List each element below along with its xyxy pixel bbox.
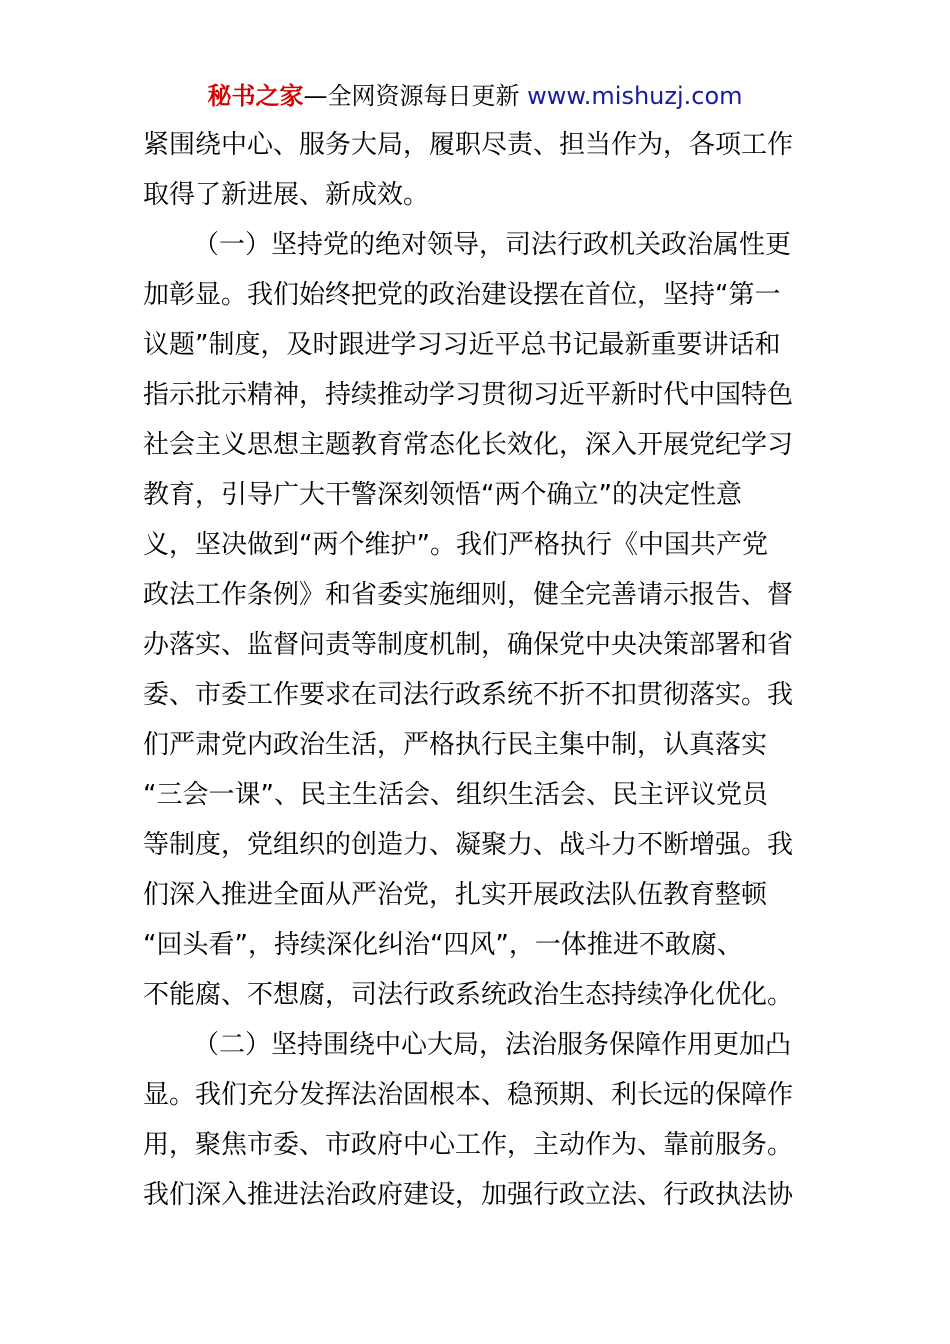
text-line: “回头看”，持续深化纠治“四风”，一体推进不敢腐、	[143, 930, 743, 960]
document-body	[143, 120, 808, 1220]
text-line: 政法工作条例》和省委实施细则，健全完善请示报告、督	[143, 580, 794, 610]
text-line: 紧围绕中心、服务大局，履职尽责、担当作为，各项工作	[143, 130, 794, 160]
text-line: 用，聚焦市委、市政府中心工作，主动作为、靠前服务。	[143, 1130, 794, 1160]
text-line: 不能腐、不想腐，司法行政系统政治生态持续净化优化。	[143, 980, 794, 1010]
text-line: 议题”制度，及时跟进学习习近平总书记最新重要讲话和	[143, 330, 781, 360]
text-line: 们严肃党内政治生活，严格执行民主集中制，认真落实	[143, 730, 768, 760]
site-brand: 秘书之家	[207, 82, 304, 110]
text-line: 指示批示精神，持续推动学习贯彻习近平新时代中国特色	[143, 380, 794, 410]
section-heading-line: （二）坚持围绕中心大局，法治服务保障作用更加凸	[193, 1030, 792, 1060]
text-line: 加彰显。我们始终把党的政治建设摆在首位，坚持“第一	[143, 280, 781, 310]
site-header	[0, 80, 950, 112]
text-line: 委、市委工作要求在司法行政系统不折不扣贯彻落实。我	[143, 680, 794, 710]
text-line: 社会主义思想主题教育常态化长效化，深入开展党纪学习	[143, 430, 794, 460]
text-line: 等制度，党组织的创造力、凝聚力、战斗力不断增强。我	[143, 830, 794, 860]
text-line: 义，坚决做到“两个维护”。我们严格执行《中国共产党	[143, 530, 768, 560]
text-line: “三会一课”、民主生活会、组织生活会、民主评议党员	[143, 780, 768, 810]
text-line: 我们深入推进法治政府建设，加强行政立法、行政执法协	[143, 1180, 794, 1210]
text-line: 办落实、监督问责等制度机制，确保党中央决策部署和省	[143, 630, 794, 660]
text-line: 显。我们充分发挥法治固根本、稳预期、利长远的保障作	[143, 1080, 794, 1110]
text-line: 取得了新进展、新成效。	[143, 180, 430, 210]
section-heading-line: （一）坚持党的绝对领导，司法行政机关政治属性更	[193, 230, 792, 260]
text-line: 们深入推进全面从严治党，扎实开展政法队伍教育整顿	[143, 880, 768, 910]
text-line: 教育，引导广大干警深刻领悟“两个确立”的决定性意	[143, 480, 742, 510]
site-url-link[interactable]: www.mishuzj.com	[527, 82, 743, 110]
site-tagline: —全网资源每日更新	[303, 82, 528, 110]
